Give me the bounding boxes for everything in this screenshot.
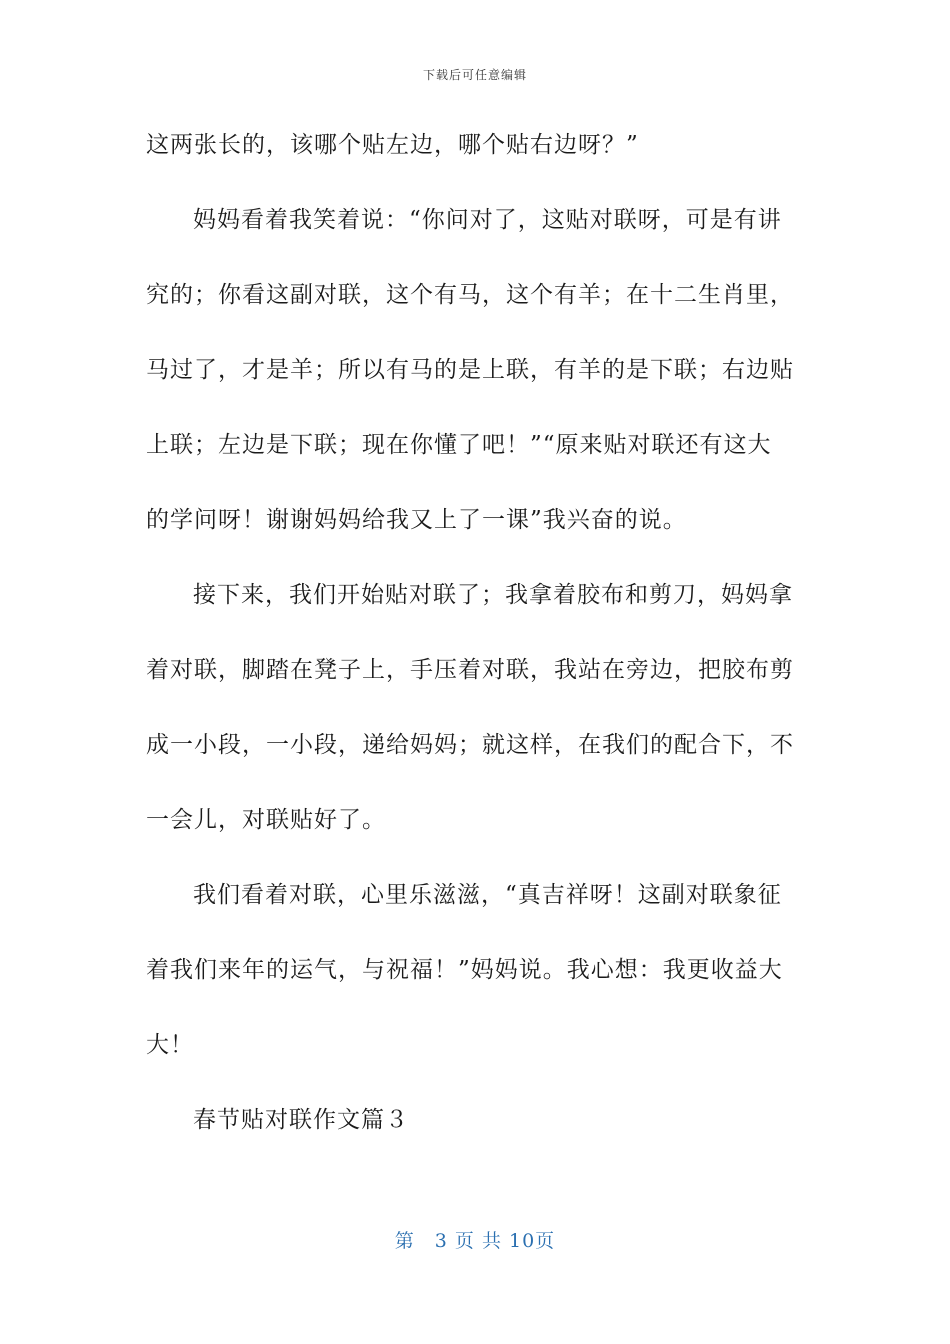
section-heading: 春节贴对联作文篇３ xyxy=(193,1107,409,1133)
text-line: 一会儿，对联贴好了。 xyxy=(146,807,386,833)
text-line: 着对联，脚踏在凳子上，手压着对联，我站在旁边，把胶布剪 xyxy=(146,657,794,683)
paragraph-start-line: 接下来，我们开始贴对联了；我拿着胶布和剪刀，妈妈拿 xyxy=(193,582,793,608)
paragraph-start-line: 妈妈看着我笑着说：“你问对了，这贴对联呀，可是有讲 xyxy=(193,207,782,233)
text-line: 上联；左边是下联；现在你懂了吧！”“原来贴对联还有这大 xyxy=(146,432,772,458)
text-line: 成一小段，一小段，递给妈妈；就这样，在我们的配合下，不 xyxy=(146,732,794,758)
text-line: 马过了，才是羊；所以有马的是上联，有羊的是下联；右边贴 xyxy=(146,357,794,383)
text-line: 着我们来年的运气，与祝福！”妈妈说。我心想：我更收益大 xyxy=(146,957,783,983)
text-line: 大！ xyxy=(146,1032,194,1058)
text-line: 究的；你看这副对联，这个有马，这个有羊；在十二生肖里， xyxy=(146,282,794,308)
page-footer: 第 3 页 共 10页 xyxy=(394,1230,556,1252)
paragraph-start-line: 我们看着对联，心里乐滋滋，“真吉祥呀！这副对联象征 xyxy=(193,882,782,908)
text-line: 的学问呀！谢谢妈妈给我又上了一课”我兴奋的说。 xyxy=(146,507,687,533)
page-header: 下载后可任意编辑 xyxy=(422,68,527,82)
text-line: 这两张长的，该哪个贴左边，哪个贴右边呀？” xyxy=(146,132,639,158)
